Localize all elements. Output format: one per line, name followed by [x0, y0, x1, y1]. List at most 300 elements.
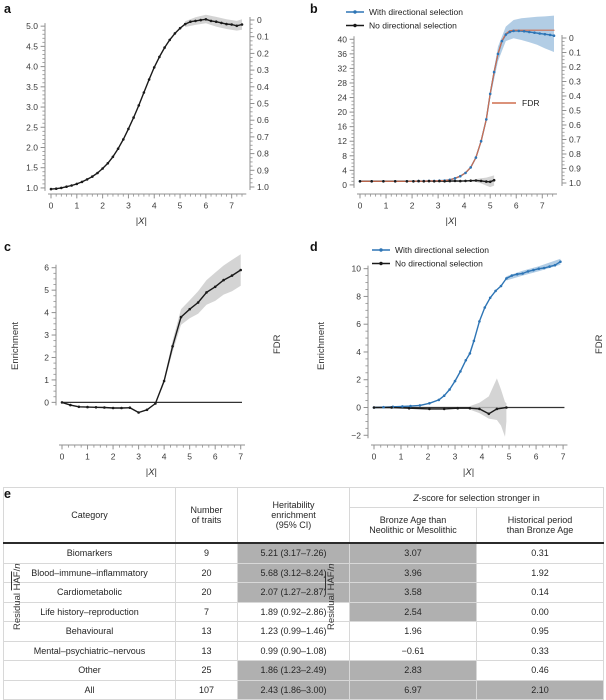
- data-point: [129, 406, 132, 409]
- chart-d-svg: [300, 238, 606, 478]
- legend-label: No directional selection: [395, 258, 483, 269]
- cell-z-bronze: 6.97: [350, 680, 477, 700]
- ci-band: [162, 254, 241, 390]
- data-point: [443, 408, 446, 411]
- data-point: [538, 267, 541, 270]
- data-point: [464, 180, 467, 183]
- cell-z-historical: 0.31: [477, 543, 604, 563]
- right-tick-label: 0.2: [569, 62, 581, 72]
- data-point: [488, 413, 491, 416]
- panel-e: [0, 487, 606, 694]
- table-row: [4, 622, 604, 642]
- data-point: [184, 23, 187, 26]
- x-tick-label: 2: [425, 451, 431, 462]
- data-point: [412, 180, 415, 183]
- y-tick-label: 10: [351, 263, 361, 274]
- chart-b-svg: [300, 0, 606, 238]
- cell-category: Other: [4, 661, 176, 681]
- cell-z-historical: 0.46: [477, 661, 604, 681]
- data-point: [521, 272, 524, 275]
- y-tick-label: 12: [337, 136, 347, 147]
- cell-z-bronze: 1.96: [350, 622, 477, 642]
- cell-z-bronze: 3.96: [350, 563, 477, 583]
- table-row: [4, 543, 604, 563]
- right-tick-label: 0.5: [257, 98, 269, 109]
- ci-band: [490, 16, 554, 98]
- x-tick-label: 2: [110, 451, 116, 462]
- data-point: [163, 46, 166, 49]
- data-point: [449, 180, 452, 183]
- data-point: [171, 345, 174, 348]
- y-tick-label: 2.0: [26, 142, 38, 153]
- x-axis-title: |X|: [145, 467, 158, 478]
- data-point: [469, 407, 472, 410]
- data-point: [465, 359, 468, 362]
- x-tick-label: 7: [229, 200, 235, 211]
- data-point: [180, 316, 183, 319]
- data-point: [112, 156, 115, 159]
- table-row: [4, 680, 604, 700]
- data-point: [454, 180, 457, 183]
- data-point: [480, 140, 483, 143]
- data-point: [205, 18, 208, 21]
- data-point: [428, 408, 431, 411]
- y-tick-label: 3.0: [26, 102, 38, 113]
- data-point: [438, 180, 441, 183]
- cell-z-historical: 0.00: [477, 602, 604, 622]
- y-tick-label: 2.5: [26, 122, 38, 133]
- right-tick-label: 0.8: [569, 149, 581, 159]
- right-tick-label: 0.4: [569, 91, 581, 101]
- data-point: [50, 188, 53, 191]
- right-tick-label: 0.7: [569, 134, 581, 145]
- header-z-historical: Historical period than Bronze Age: [477, 508, 604, 544]
- cell-z-historical: 0.14: [477, 583, 604, 603]
- y-tick-label: 8: [342, 150, 347, 161]
- data-point: [239, 269, 242, 272]
- x-tick-label: 4: [461, 200, 467, 211]
- data-point: [69, 404, 72, 407]
- chart-a-svg: [0, 0, 300, 238]
- cell-heritability: 0.99 (0.90–1.08): [238, 641, 350, 661]
- data-point: [500, 285, 503, 288]
- y-tick-label: 1: [44, 374, 49, 385]
- table-header: [4, 488, 604, 544]
- x-axis-title: |X|: [445, 216, 457, 227]
- data-point: [469, 166, 472, 169]
- y-tick-label: −2: [351, 430, 361, 441]
- x-axis-title: |X|: [135, 216, 147, 227]
- panel-label-c: c: [4, 240, 11, 254]
- cell-heritability: 1.86 (1.23–2.49): [238, 661, 350, 681]
- x-tick-label: 2: [100, 200, 105, 211]
- right-tick-label: 1.0: [257, 182, 269, 192]
- y-tick-label: 2: [44, 352, 49, 363]
- y-tick-label: 4: [44, 307, 49, 318]
- x-tick-label: 1: [383, 200, 389, 211]
- legend-label: With directional selection: [395, 245, 490, 255]
- data-point: [493, 71, 496, 74]
- data-point: [236, 25, 239, 28]
- y-axis-title: Enrichment: [10, 321, 21, 370]
- right-tick-label: 0.1: [257, 31, 269, 42]
- data-point: [508, 31, 511, 34]
- x-tick-label: 4: [161, 451, 167, 462]
- data-point: [127, 128, 130, 131]
- data-point: [163, 380, 166, 383]
- data-point: [489, 181, 492, 184]
- data-point: [475, 179, 478, 182]
- data-point: [107, 162, 110, 165]
- x-tick-label: 0: [371, 451, 377, 462]
- right-axis-title: FDR: [594, 334, 605, 354]
- cell-heritability: 5.21 (3.17–7.26): [238, 543, 350, 563]
- cell-z-bronze: 2.83: [350, 661, 477, 681]
- data-point: [174, 32, 177, 35]
- data-point: [480, 180, 483, 183]
- data-point: [489, 93, 492, 96]
- data-point: [478, 320, 481, 323]
- x-tick-label: 4: [479, 451, 485, 462]
- data-point: [194, 20, 197, 23]
- y-axis-title: Residual $\overline{HAF}/n$: [326, 563, 337, 630]
- data-point: [543, 267, 546, 270]
- data-point: [417, 180, 420, 183]
- cell-heritability: 2.43 (1.86–3.00): [238, 680, 350, 700]
- data-point: [86, 178, 89, 181]
- data-point: [443, 180, 446, 183]
- x-tick-label: 3: [126, 200, 131, 211]
- x-tick-label: 4: [151, 200, 157, 211]
- header-number-of-traits: Number of traits: [176, 488, 238, 544]
- data-point: [382, 406, 385, 409]
- x-tick-label: 7: [560, 451, 566, 462]
- cell-category: Biomarkers: [4, 543, 176, 563]
- data-point: [112, 407, 115, 410]
- y-tick-label: 4.0: [26, 61, 38, 72]
- y-tick-label: 40: [337, 34, 347, 45]
- data-point: [443, 394, 446, 397]
- ci-band: [185, 15, 242, 31]
- data-point: [241, 23, 244, 26]
- data-point: [433, 180, 436, 183]
- data-point: [473, 340, 476, 343]
- table-row: [4, 563, 604, 583]
- cell-n-traits: 20: [176, 563, 238, 583]
- data-point: [70, 184, 73, 187]
- panel-label-a: a: [4, 2, 11, 16]
- y-axis-title: Residual $\overline{HAF}/n$: [12, 563, 23, 630]
- data-point: [78, 406, 81, 409]
- y-tick-label: 36: [337, 48, 347, 59]
- data-point: [188, 308, 191, 311]
- cell-category: Mental–psychiatric–nervous: [4, 641, 176, 661]
- data-point: [95, 406, 98, 409]
- data-point: [132, 116, 135, 119]
- table-body: [4, 543, 604, 700]
- header-heritability-enrichment: Heritability enrichment (95% CI): [238, 488, 350, 544]
- data-point: [516, 273, 519, 276]
- cell-n-traits: 107: [176, 680, 238, 700]
- data-point: [512, 30, 515, 33]
- data-point: [382, 180, 385, 183]
- data-point: [373, 406, 376, 409]
- y-tick-label: 4.5: [26, 41, 38, 52]
- cell-z-historical: 2.10: [477, 680, 604, 700]
- y-tick-label: 32: [337, 63, 347, 74]
- data-point: [493, 179, 496, 182]
- data-point: [532, 269, 535, 272]
- data-point: [559, 260, 562, 263]
- data-point: [168, 39, 171, 42]
- y-tick-label: 6: [44, 262, 49, 273]
- series-line: [51, 19, 242, 189]
- data-point: [86, 406, 89, 409]
- y-tick-label: 3.5: [26, 81, 38, 92]
- x-tick-label: 5: [187, 451, 193, 462]
- legend-label: With directional selection: [369, 7, 464, 17]
- data-point: [390, 406, 393, 409]
- header-z-bronze: Bronze Age than Neolithic or Mesolithic: [350, 508, 477, 544]
- cell-heritability: 5.68 (3.12–8.24): [238, 563, 350, 583]
- data-point: [61, 401, 64, 404]
- data-point: [60, 187, 63, 190]
- right-tick-label: 0: [569, 33, 574, 43]
- legend-marker: [353, 10, 356, 13]
- data-point: [117, 147, 120, 150]
- right-tick-label: 0.9: [257, 165, 269, 176]
- cell-z-bronze: 3.07: [350, 543, 477, 563]
- data-point: [489, 297, 492, 300]
- y-tick-label: 5: [44, 285, 49, 296]
- data-point: [438, 399, 441, 402]
- data-point: [419, 404, 422, 407]
- right-tick-label: 0.3: [257, 65, 269, 76]
- x-tick-label: 7: [238, 451, 244, 462]
- cell-n-traits: 9: [176, 543, 238, 563]
- right-tick-label: 0.9: [569, 163, 581, 174]
- data-point: [189, 20, 192, 23]
- data-point: [544, 33, 547, 36]
- cell-heritability: 1.23 (0.99–1.46): [238, 622, 350, 642]
- data-point: [406, 180, 409, 183]
- data-point: [215, 20, 218, 23]
- cell-z-historical: 0.95: [477, 622, 604, 642]
- cell-z-bronze: 2.54: [350, 602, 477, 622]
- cell-n-traits: 20: [176, 583, 238, 603]
- table-row: [4, 661, 604, 681]
- data-point: [205, 291, 208, 294]
- cell-z-bronze: 3.58: [350, 583, 477, 603]
- data-point: [496, 408, 499, 411]
- table-row: [4, 602, 604, 622]
- data-point: [428, 180, 431, 183]
- x-tick-label: 7: [539, 200, 545, 211]
- data-point: [485, 180, 488, 183]
- x-tick-label: 5: [177, 200, 183, 211]
- data-point: [359, 180, 362, 183]
- x-tick-label: 3: [136, 451, 141, 462]
- cell-heritability: 2.07 (1.27–2.87): [238, 583, 350, 603]
- right-tick-label: 0.2: [257, 48, 269, 59]
- data-point: [122, 138, 125, 141]
- x-tick-label: 0: [357, 200, 363, 211]
- panel-label-e: e: [4, 487, 11, 501]
- x-tick-label: 2: [409, 200, 415, 211]
- data-point: [538, 32, 541, 35]
- data-point: [475, 156, 478, 159]
- data-point: [158, 56, 161, 59]
- data-point: [401, 405, 404, 408]
- data-point: [96, 172, 99, 175]
- ci-band: [470, 378, 507, 436]
- data-point: [548, 265, 551, 268]
- x-tick-label: 0: [59, 451, 65, 462]
- y-tick-label: 3: [44, 330, 49, 341]
- series-line: [374, 262, 560, 408]
- cell-category: All: [4, 680, 176, 700]
- y-tick-label: 6: [356, 319, 361, 330]
- data-point: [148, 78, 151, 81]
- x-tick-label: 1: [398, 451, 404, 462]
- data-point: [494, 290, 497, 293]
- x-tick-label: 3: [435, 200, 441, 211]
- data-point: [214, 286, 217, 289]
- data-point: [523, 30, 526, 33]
- legend-label: No directional selection: [369, 20, 457, 31]
- legend-marker: [353, 24, 356, 27]
- cell-n-traits: 25: [176, 661, 238, 681]
- data-point: [65, 185, 68, 188]
- data-point: [103, 406, 106, 409]
- data-point: [408, 407, 411, 410]
- data-point: [394, 180, 397, 183]
- cell-category: Cardiometabolic: [4, 583, 176, 603]
- y-tick-label: 20: [337, 107, 347, 118]
- data-point: [511, 274, 514, 277]
- data-point: [501, 40, 504, 43]
- data-point: [459, 175, 462, 178]
- data-point: [76, 183, 79, 186]
- cell-category: Blood–immune–inflammatory: [4, 563, 176, 583]
- y-tick-label: 4: [356, 346, 361, 357]
- data-point: [554, 264, 557, 267]
- cell-z-bronze: −0.61: [350, 641, 477, 661]
- data-point: [137, 411, 140, 414]
- data-point: [484, 306, 487, 309]
- zscore-rest: -score for selection stronger in: [418, 492, 540, 503]
- data-point: [459, 180, 462, 183]
- axes: [351, 264, 567, 462]
- data-point: [456, 407, 459, 410]
- y-tick-label: 1.0: [26, 182, 38, 193]
- right-tick-label: 0.3: [569, 76, 581, 87]
- x-tick-label: 6: [533, 451, 539, 462]
- data-point: [210, 20, 213, 23]
- y-tick-label: 5.0: [26, 21, 38, 32]
- y-tick-label: 28: [337, 77, 347, 88]
- cell-z-historical: 0.33: [477, 641, 604, 661]
- right-tick-label: 1.0: [569, 178, 581, 188]
- data-point: [485, 118, 488, 121]
- y-tick-label: 2: [356, 374, 361, 385]
- data-point: [533, 31, 536, 34]
- data-point: [231, 274, 234, 277]
- data-point: [222, 279, 225, 282]
- data-point: [464, 172, 467, 175]
- results-table: [3, 487, 604, 700]
- data-point: [505, 277, 508, 280]
- x-tick-label: 1: [74, 200, 80, 211]
- data-point: [527, 270, 530, 273]
- data-point: [197, 301, 200, 304]
- x-axis-title: |X|: [462, 467, 475, 478]
- zscore-italic: Z: [413, 492, 419, 503]
- y-tick-label: 24: [337, 92, 347, 103]
- panel-label-d: d: [310, 240, 318, 254]
- y-tick-label: 4: [342, 165, 347, 176]
- data-point: [138, 104, 141, 107]
- x-tick-label: 5: [506, 451, 512, 462]
- data-point: [179, 27, 182, 30]
- panel-a: [0, 0, 300, 370]
- data-point: [91, 175, 94, 178]
- right-tick-label: 0.8: [257, 148, 269, 159]
- panel-label-b: b: [310, 2, 318, 16]
- right-tick-label: 0.7: [257, 131, 269, 142]
- right-tick-label: 0.4: [257, 81, 269, 92]
- axes: [338, 33, 582, 211]
- data-point: [553, 34, 556, 37]
- data-point: [423, 180, 426, 183]
- right-tick-label: 0.1: [569, 47, 581, 58]
- right-tick-label: 0: [257, 15, 262, 25]
- data-point: [143, 91, 146, 94]
- y-axis-title: Enrichment: [316, 321, 327, 370]
- data-point: [199, 19, 202, 22]
- data-point: [497, 53, 500, 56]
- axes: [26, 15, 269, 211]
- data-point: [153, 66, 156, 69]
- data-point: [505, 33, 508, 36]
- data-point: [448, 388, 451, 391]
- data-point: [120, 407, 123, 410]
- data-point: [454, 177, 457, 180]
- x-tick-label: 6: [212, 451, 218, 462]
- x-tick-label: 6: [203, 200, 209, 211]
- header-category: Category: [4, 488, 176, 544]
- y-tick-label: 0: [356, 402, 361, 413]
- x-tick-label: 1: [85, 451, 90, 462]
- y-tick-label: 8: [356, 291, 361, 302]
- cell-n-traits: 13: [176, 622, 238, 642]
- data-point: [505, 406, 508, 409]
- data-point: [81, 181, 84, 184]
- cell-n-traits: 7: [176, 602, 238, 622]
- data-point: [459, 370, 462, 373]
- data-point: [146, 409, 149, 412]
- data-point: [469, 179, 472, 182]
- data-point: [55, 187, 58, 190]
- y-tick-label: 16: [337, 121, 347, 132]
- table-row: [4, 641, 604, 661]
- table-row: [4, 583, 604, 603]
- cell-n-traits: 13: [176, 641, 238, 661]
- data-point: [220, 22, 223, 25]
- data-point: [428, 402, 431, 405]
- cell-category: Behavioural: [4, 622, 176, 642]
- y-tick-label: 0: [342, 179, 347, 190]
